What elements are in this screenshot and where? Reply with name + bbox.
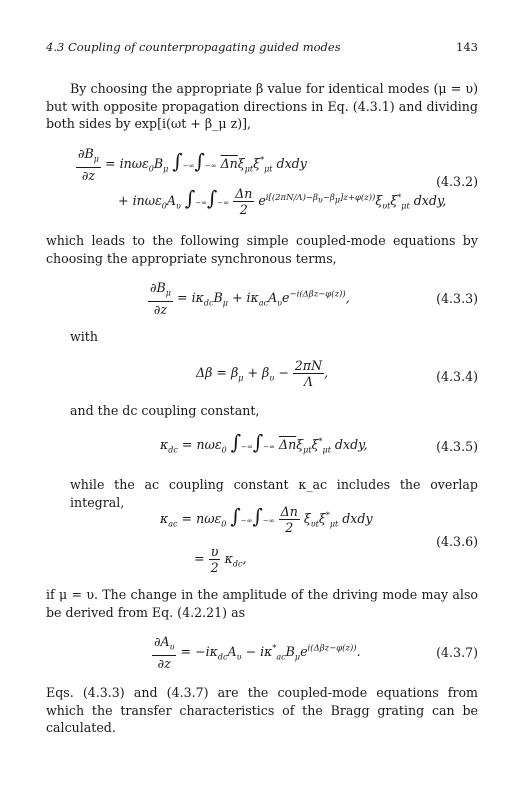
eq-number-4-3-2: (4.3.2) [436, 174, 478, 189]
eq-number-4-3-4: (4.3.4) [436, 369, 478, 384]
paragraph-dc-constant: and the dc coupling constant, [70, 403, 260, 418]
eq-4-3-7-body: $\frac{\partial A_\upsilon}{\partial z}$ = $-i\kappa_{dc}A_\upsilon - i\kappa^*_{ac}B_\mu e^{i(\Delta\beta z-\varphi(z))}$. [154, 634, 361, 671]
section-title: 4.3 Coupling of counterpropagating guided modes [46, 40, 341, 54]
paragraph-ac-constant: while the ac coupling constant κ_ac includes the overlap integral, [70, 477, 478, 510]
equation-4-3-2 [0, 146, 524, 216]
paragraph-intro: By choosing the appropriate β value for identical modes (μ = υ) but with opposite propagation directions in Eq. (4.3.1) and dividing both sides by exp[i(ωt + β_μ z)], [46, 81, 478, 131]
equation-4-3-6 [0, 504, 524, 580]
equation-4-3-3 [0, 280, 524, 320]
paragraph-coupled-modes: which leads to the following simple coupled-mode equations by choosing the appropriate synchronous terms, [46, 233, 478, 266]
eq-4-3-3-body: $\frac{\partial B_\mu}{\partial z}$ = $i\kappa_{dc}B_\mu + i\kappa_{ac}A_\upsilon e^{-i(\Delta\beta z-\varphi(z))}$, [150, 280, 350, 317]
page-number: 143 [456, 40, 478, 54]
eq-4-3-2-line2: + $in\omega\varepsilon_0A_\upsilon$ ∫−∞∫−∞ $\frac{\Delta n}{2}$ $e^{i[(2\pi N/\Lambda)-\beta_\upsilon-\beta_\mu]z+\varphi(z))}\xi_{\upsilon t}\xi^*_{\mu t}$ dxdy, [118, 186, 447, 217]
paragraph-with: with [70, 329, 98, 344]
equation-4-3-7 [0, 634, 524, 674]
eq-number-4-3-5: (4.3.5) [436, 439, 478, 454]
eq-4-3-6-line2: = $\frac{\upsilon}{2}$ $\kappa_{dc}$, [194, 544, 247, 575]
running-header [46, 40, 478, 56]
equation-4-3-4 [0, 358, 524, 398]
eq-4-3-6-line1: $\kappa_{ac} = n\omega\varepsilon_0$ ∫−∞∫−∞ $\frac{\Delta n}{2}$ $\xi_{\upsilon t}\xi^*_{\mu t}$ dxdy [160, 504, 373, 535]
eq-4-3-5-body: $\kappa_{dc} = n\omega\varepsilon_0$ ∫−∞∫−∞ $\overline{\Delta n}\xi_{\mu t}\xi^*_{\mu t}$ dxdy, [160, 430, 368, 455]
equation-4-3-5 [0, 428, 524, 468]
eq-4-3-2-line1: $\frac{\partial B_\mu}{\partial z}$ = $in\omega\varepsilon_0B_\mu$ ∫−∞∫−∞ $\overline{\Delta n}\xi_{\mu t}\xi^*_{\mu t}$ dxdy [78, 146, 307, 183]
paragraph-driving-mode: if μ = υ. The change in the amplitude of the driving mode may also be derived from Eq. (4.2.21) as [46, 587, 478, 620]
eq-number-4-3-7: (4.3.7) [436, 645, 478, 660]
paragraph-conclusion: Eqs. (4.3.3) and (4.3.7) are the coupled-mode equations from which the transfer characteristics of the Bragg grating can be calculated. [46, 685, 478, 735]
eq-number-4-3-6: (4.3.6) [436, 534, 478, 549]
eq-number-4-3-3: (4.3.3) [436, 291, 478, 306]
eq-4-3-4-body: $\Delta\beta = \beta_\mu + \beta_\upsilon$ − $\frac{2\pi N}{\Lambda}$ , [196, 358, 329, 389]
